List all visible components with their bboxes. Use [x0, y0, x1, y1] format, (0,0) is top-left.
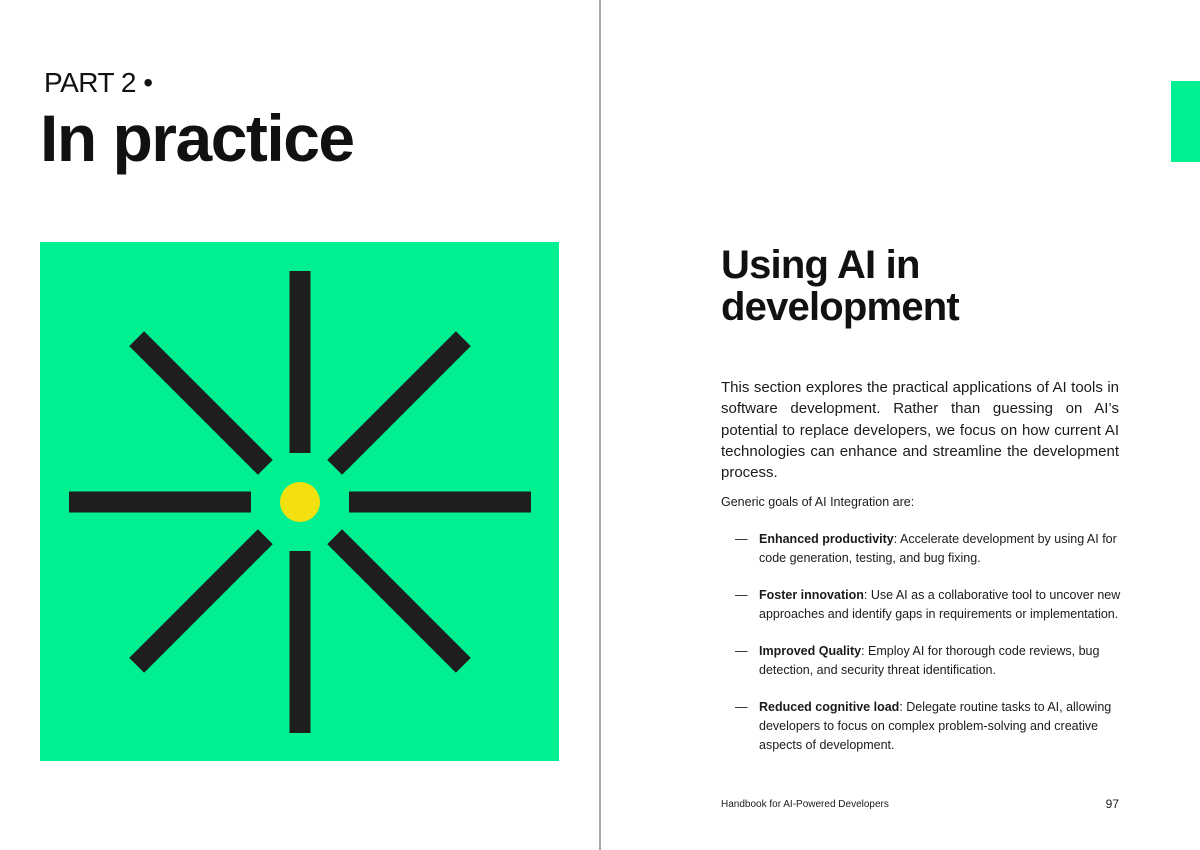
goal-term: Reduced cognitive load	[759, 700, 900, 714]
footer-book-title: Handbook for AI-Powered Developers	[721, 799, 889, 810]
center-dot	[280, 482, 320, 522]
goal-item-cognitive-load	[735, 698, 1125, 755]
goal-item-quality	[735, 642, 1125, 680]
starburst-illustration	[40, 242, 559, 761]
section-title: In practice	[40, 101, 354, 175]
goals-list	[735, 530, 1125, 773]
page-number: 97	[1105, 797, 1119, 811]
page-gutter	[599, 0, 601, 850]
dash-bullet: —	[735, 588, 748, 602]
goal-text: : Delegate routine tasks to AI, allowing developers to focus on complex problem-solving and creative aspects of development.	[759, 700, 1112, 752]
goal-term: Foster innovation	[759, 588, 864, 602]
goal-term: Improved Quality	[759, 644, 862, 658]
goal-text: : Accelerate development by using AI for code generation, testing, and bug fixing.	[759, 532, 1117, 565]
goals-lead: Generic goals of AI Integration are:	[721, 495, 915, 509]
goal-item-productivity	[735, 530, 1125, 568]
goal-term: Enhanced productivity	[759, 532, 894, 546]
goal-text: : Use AI as a collaborative tool to uncover new approaches and identify gaps in requirements or implementation.	[759, 588, 1121, 621]
goal-item-innovation	[735, 586, 1125, 624]
dash-bullet: —	[735, 700, 748, 714]
chapter-heading: Using AI in development	[721, 243, 959, 329]
dash-bullet: —	[735, 532, 748, 546]
dash-bullet: —	[735, 644, 748, 658]
chapter-edge-tab	[1171, 81, 1200, 162]
intro-paragraph: This section explores the practical applications of AI tools in software development. Rather than guessing on AI’s potential to replace developers, we focus on how current AI technologies can enhance and streamline the development process.	[721, 379, 1119, 482]
part-label: PART 2 •	[44, 67, 153, 98]
goal-text: : Employ AI for thorough code reviews, bug detection, and security threat identification.	[759, 644, 1100, 677]
